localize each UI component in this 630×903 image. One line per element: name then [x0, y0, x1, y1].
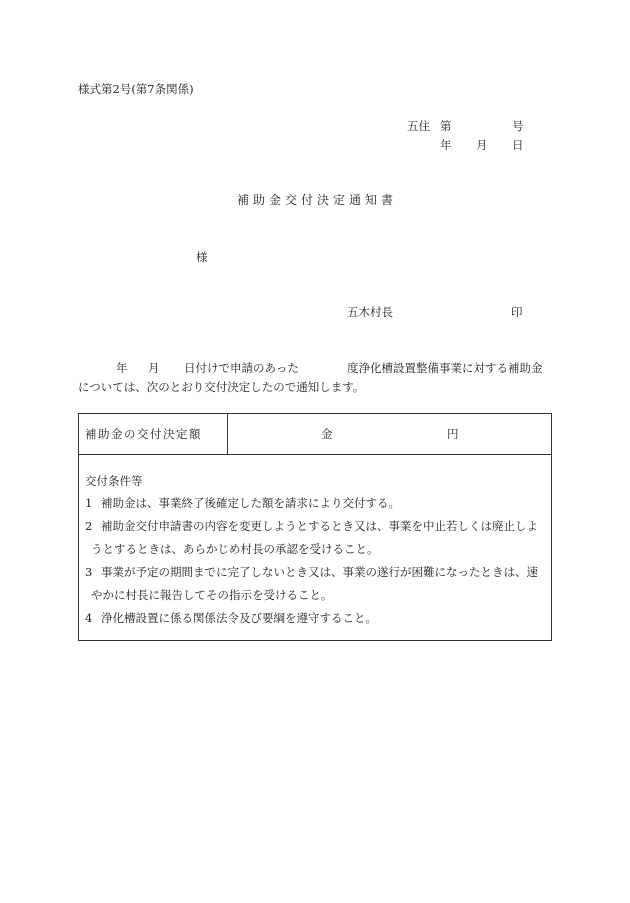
amount-row — [79, 414, 551, 455]
doc-number-prefix: 五住 — [407, 119, 430, 133]
condition-text-cont: やかに村長に報告してその指示を受けること。 — [91, 588, 333, 602]
condition-number: 3 — [85, 565, 93, 579]
date-day: 日 — [512, 138, 524, 152]
condition-text-cont: うとするときは、あらかじめ村長の承認を受けること。 — [91, 542, 379, 556]
body-text-1-tail: 度浄化槽設置整備事業に対する補助金 — [347, 361, 543, 375]
date-year: 年 — [440, 138, 452, 152]
condition-text: 浄化槽設置に係る関係法令及び要綱を遵守すること。 — [101, 611, 377, 625]
doc-number-dai: 第 — [440, 119, 452, 133]
body-text-1: 日付けで申請のあった — [184, 361, 299, 375]
doc-number-go: 号 — [512, 119, 524, 133]
seal-mark: 印 — [511, 305, 523, 319]
body-text-2: については、次のとおり交付決定したので通知します。 — [78, 380, 365, 394]
body-month: 月 — [148, 361, 160, 375]
addressee-suffix: 様 — [196, 250, 208, 264]
body-year: 年 — [116, 361, 128, 375]
amount-yen: 円 — [447, 427, 459, 441]
condition-number: 1 — [85, 496, 93, 510]
table-divider — [227, 414, 228, 454]
condition-text: 事業が予定の期間までに完了しないとき又は、事業の遂行が困難になったときは、速 — [101, 565, 538, 579]
form-label: 様式第2号(第7条関係) — [78, 82, 194, 96]
decision-table — [78, 413, 552, 641]
amount-label: 補助金の交付決定額 — [85, 427, 202, 441]
document-title: 補助金交付決定通知書 — [237, 193, 398, 207]
issuer-name: 五木村長 — [347, 305, 393, 319]
date-month: 月 — [476, 138, 488, 152]
conditions-heading: 交付条件等 — [85, 474, 143, 488]
condition-text: 補助金交付申請書の内容を変更しようとするとき又は、事業を中止若しくは廃止しよ — [101, 519, 538, 533]
condition-text: 補助金は、事業終了後確定した額を請求により交付する。 — [101, 496, 400, 510]
amount-kin: 金 — [321, 427, 333, 441]
condition-number: 4 — [85, 611, 93, 625]
condition-number: 2 — [85, 519, 93, 533]
